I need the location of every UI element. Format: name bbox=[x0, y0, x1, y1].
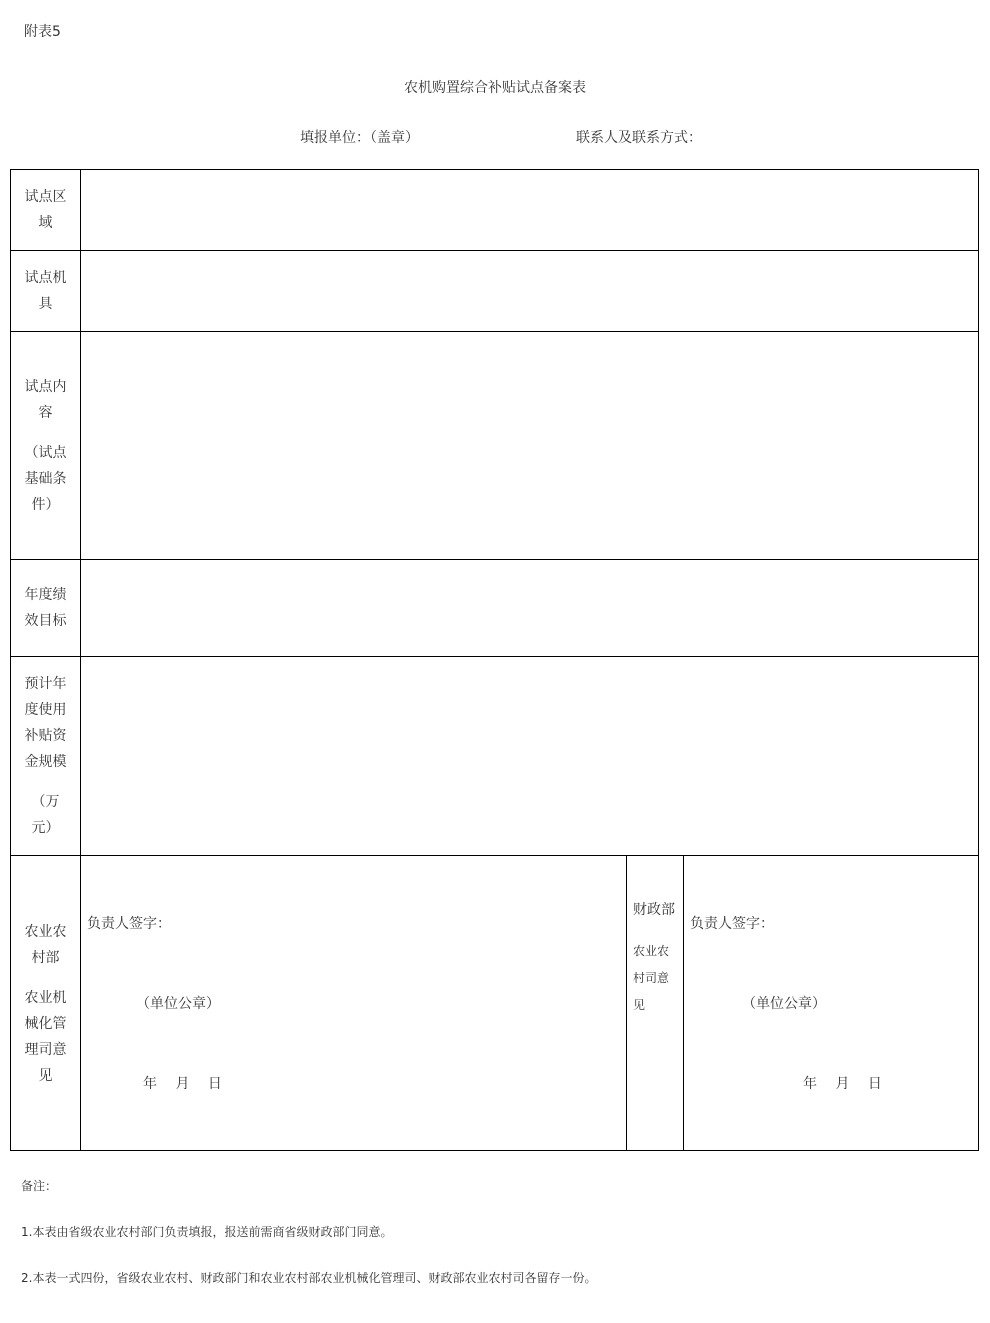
finance-subheading: 农业农 村司意 见 bbox=[633, 944, 670, 1012]
notes-heading: 备注： bbox=[21, 1179, 58, 1193]
signature-label: 负责人签字： bbox=[87, 916, 171, 932]
fill-unit-label: 填报单位：（盖章） bbox=[300, 130, 419, 146]
row-label-performance: 年度绩 效目标 bbox=[24, 587, 67, 629]
date-label: 年 月 日 bbox=[803, 1076, 882, 1092]
finance-heading: 财政部 bbox=[633, 902, 675, 918]
date-label: 年 月 日 bbox=[143, 1076, 222, 1092]
machinery-input-cell[interactable] bbox=[81, 251, 978, 331]
row-label-funds: 预计年 度使用 补贴资 金规模 （万 元） bbox=[24, 676, 67, 836]
contact-label: 联系人及联系方式： bbox=[576, 130, 702, 146]
finance-label-cell bbox=[627, 856, 683, 1151]
note-item: 1.本表由省级农业农村部门负责填报，报送前需商省级财政部门同意。 bbox=[21, 1225, 393, 1239]
row-label-area: 试点区 域 bbox=[24, 189, 67, 231]
row-label-machinery: 试点机 具 bbox=[24, 270, 67, 312]
row-label-content: 试点内 容 （试点 基础条 件） bbox=[24, 378, 67, 513]
ministry-opinion-cell[interactable] bbox=[81, 856, 626, 1151]
signature-label: 负责人签字： bbox=[690, 916, 774, 932]
attachment-number: 附表5 bbox=[24, 24, 61, 40]
seal-label: （单位公章） bbox=[742, 996, 826, 1012]
content-input-cell[interactable] bbox=[81, 332, 978, 559]
row-label-opinion: 农业农 村部 农业机 械化管 理司意 见 bbox=[24, 923, 67, 1084]
funds-input-cell[interactable] bbox=[81, 657, 978, 855]
seal-label: （单位公章） bbox=[136, 996, 220, 1012]
performance-input-cell[interactable] bbox=[81, 560, 978, 656]
page-title: 农机购置综合补贴试点备案表 bbox=[404, 80, 586, 96]
note-item: 2.本表一式四份，省级农业农村、财政部门和农业农村部农业机械化管理司、财政部农业农村司各留存一份。 bbox=[21, 1271, 597, 1285]
area-input-cell[interactable] bbox=[81, 170, 978, 250]
finance-opinion-cell[interactable] bbox=[684, 856, 978, 1151]
